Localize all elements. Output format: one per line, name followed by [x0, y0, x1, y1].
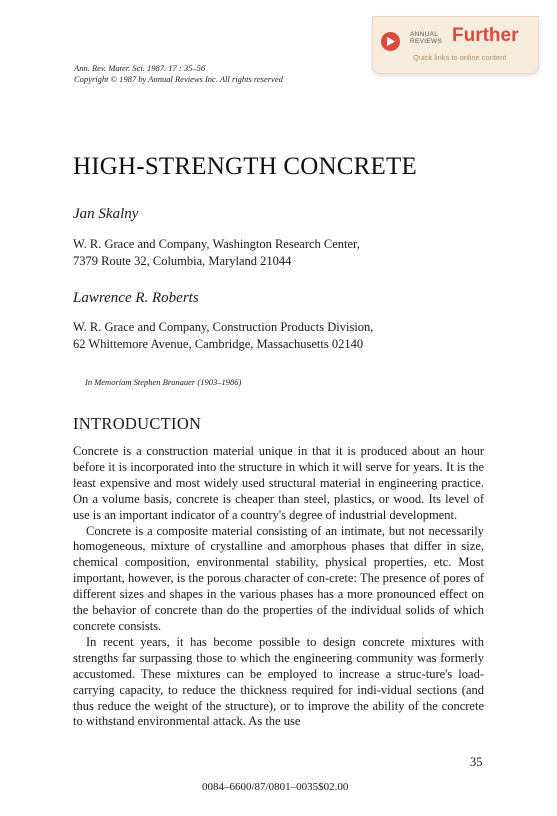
paragraph: Concrete is a composite material consisting of an intimate, but not necessarily homogeneous, mixture of crystalline and amorphous phases that differ in size, chemical composition, environmental stability, physical properties, etc. Most important, however, is the porous character of con-crete: The presence of pores of different sizes and shapes in the various phases has a more pronounced effect on the behavior of concrete than do the properties of the individual solids of which concrete consists. [73, 523, 484, 633]
memoriam-dedication: In Memoriam Stephen Brunauer (1903–1986) [85, 377, 242, 387]
article-title: HIGH-STRENGTH CONCRETE [73, 153, 417, 180]
further-banner[interactable] [372, 16, 539, 74]
citation-copyright: Copyright © 1987 by Annual Reviews Inc. All rights reserved [74, 74, 283, 84]
footer-code: 0084–6600/87/0801–0035$02.00 [202, 781, 349, 793]
author-name: Jan Skalny [73, 206, 139, 222]
section-heading: INTRODUCTION [73, 414, 202, 433]
body-text [73, 444, 484, 730]
author-name: Lawrence R. Roberts [73, 290, 199, 306]
banner-annual-reviews: ANNUAL REVIEWS [410, 31, 443, 45]
paragraph: Concrete is a construction material unique in that it is produced about an hour before it is incorporated into the structure in which it will serve for years. It is the least expensive and most widely used structural material in engineering practice. On a volume basis, concrete is cheaper than steel, plastics, or wood. Its level of use is an important indicator of a country's degree of industrial development. [73, 444, 484, 522]
author-affiliation: W. R. Grace and Company, Construction Products Division, 62 Whittemore Avenue, Cambridge, Massachusetts 02140 [73, 320, 374, 351]
banner-subtitle: Quick links to online content [413, 53, 507, 62]
citation [74, 63, 283, 85]
page-number: 35 [470, 755, 483, 769]
citation-journal: Ann. Rev. Mater. Sci. 1987. 17 : 35–56 [74, 63, 206, 73]
banner-further-label: Further [452, 25, 519, 46]
play-arrow-icon [381, 32, 400, 51]
paragraph: In recent years, it has become possible to design concrete mixtures with strengths far surpassing those to which the engineering community was formerly accustomed. These mixtures can be employed to increase a struc-ture's load-carrying capacity, to reduce the thickness required for indi-vidual sections (and thus reduce the weight of the structure), or to improve the ability of the concrete to withstand environmental attack. As the use [73, 634, 484, 729]
author-affiliation: W. R. Grace and Company, Washington Research Center, 7379 Route 32, Columbia, Maryland 21044 [73, 237, 360, 268]
